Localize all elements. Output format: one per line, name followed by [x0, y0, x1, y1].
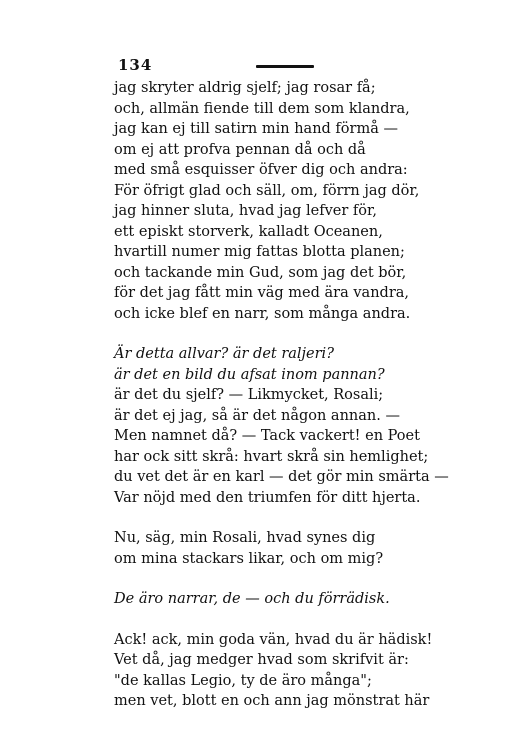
poem-line: du vet det är en karl — det gör min smärta — — [114, 469, 449, 485]
poem-line: om ej att profva pennan då och då — [114, 141, 366, 158]
poem-line: jag hinner sluta, hvad jag lefver för, — [114, 203, 377, 219]
poem-line: är det ej jag, så är det någon annan. — — [114, 407, 400, 424]
poem-line: om mina stackars likar, och om mig? — [114, 550, 384, 567]
stanza-1 — [114, 78, 474, 324]
page-number: 134 — [118, 56, 153, 74]
poem-text — [114, 78, 474, 732]
poem-line: jag skryter aldrig sjelf; jag rosar få; — [114, 80, 376, 96]
poem-line: med små esquisser öfver dig och andra: — [114, 162, 408, 178]
poem-line: och tackande min Gud, som jag det bör, — [114, 264, 407, 281]
poem-line: är det en bild du afsat inom pannan? — [114, 366, 385, 383]
poem-line: Vet då, jag medger hvad som skrifvit är: — [114, 652, 409, 668]
poem-line: jag kan ej till satirn min hand förmå — — [114, 121, 398, 137]
poem-line: Var nöjd med den triumfen för ditt hjerta. — [114, 489, 421, 506]
poem-line: Men namnet då? — Tack vackert! en Poet — [114, 428, 420, 444]
poem-line: "de kallas Legio, ty de äro många"; — [114, 672, 372, 689]
poem-line: och icke blef en narr, som många andra. — [114, 305, 411, 322]
poem-line: Nu, säg, min Rosali, hvad synes dig — [114, 530, 376, 546]
poem-line: För öfrigt glad och säll, om, förrn jag dör, — [114, 182, 420, 199]
poem-line: men vet, blott en och ann jag mönstrat här — [114, 693, 430, 709]
poem-line: De äro narrar, de — och du förrädisk. — [114, 591, 390, 607]
poem-line: Är detta allvar? är det raljeri? — [114, 346, 334, 362]
stanza-2 — [114, 344, 474, 508]
header-rule — [256, 65, 314, 68]
poem-line: och, allmän fiende till dem som klandra, — [114, 100, 410, 117]
stanza-4 — [114, 589, 474, 610]
stanza-5 — [114, 630, 474, 712]
poem-line: är det du sjelf? — Likmycket, Rosali; — [114, 387, 384, 403]
poem-line: har ock sitt skrå: hvart skrå sin hemlighet; — [114, 448, 429, 465]
poem-line: för det jag fått min väg med ära vandra, — [114, 285, 409, 301]
poem-line: Ack! ack, min goda vän, hvad du är hädisk! — [114, 631, 433, 648]
page-header — [118, 56, 468, 76]
poem-line: hvartill numer mig fattas blotta planen; — [114, 244, 405, 260]
stanza-3 — [114, 528, 474, 569]
poem-line: ett episkt storverk, kalladt Oceanen, — [114, 223, 383, 240]
